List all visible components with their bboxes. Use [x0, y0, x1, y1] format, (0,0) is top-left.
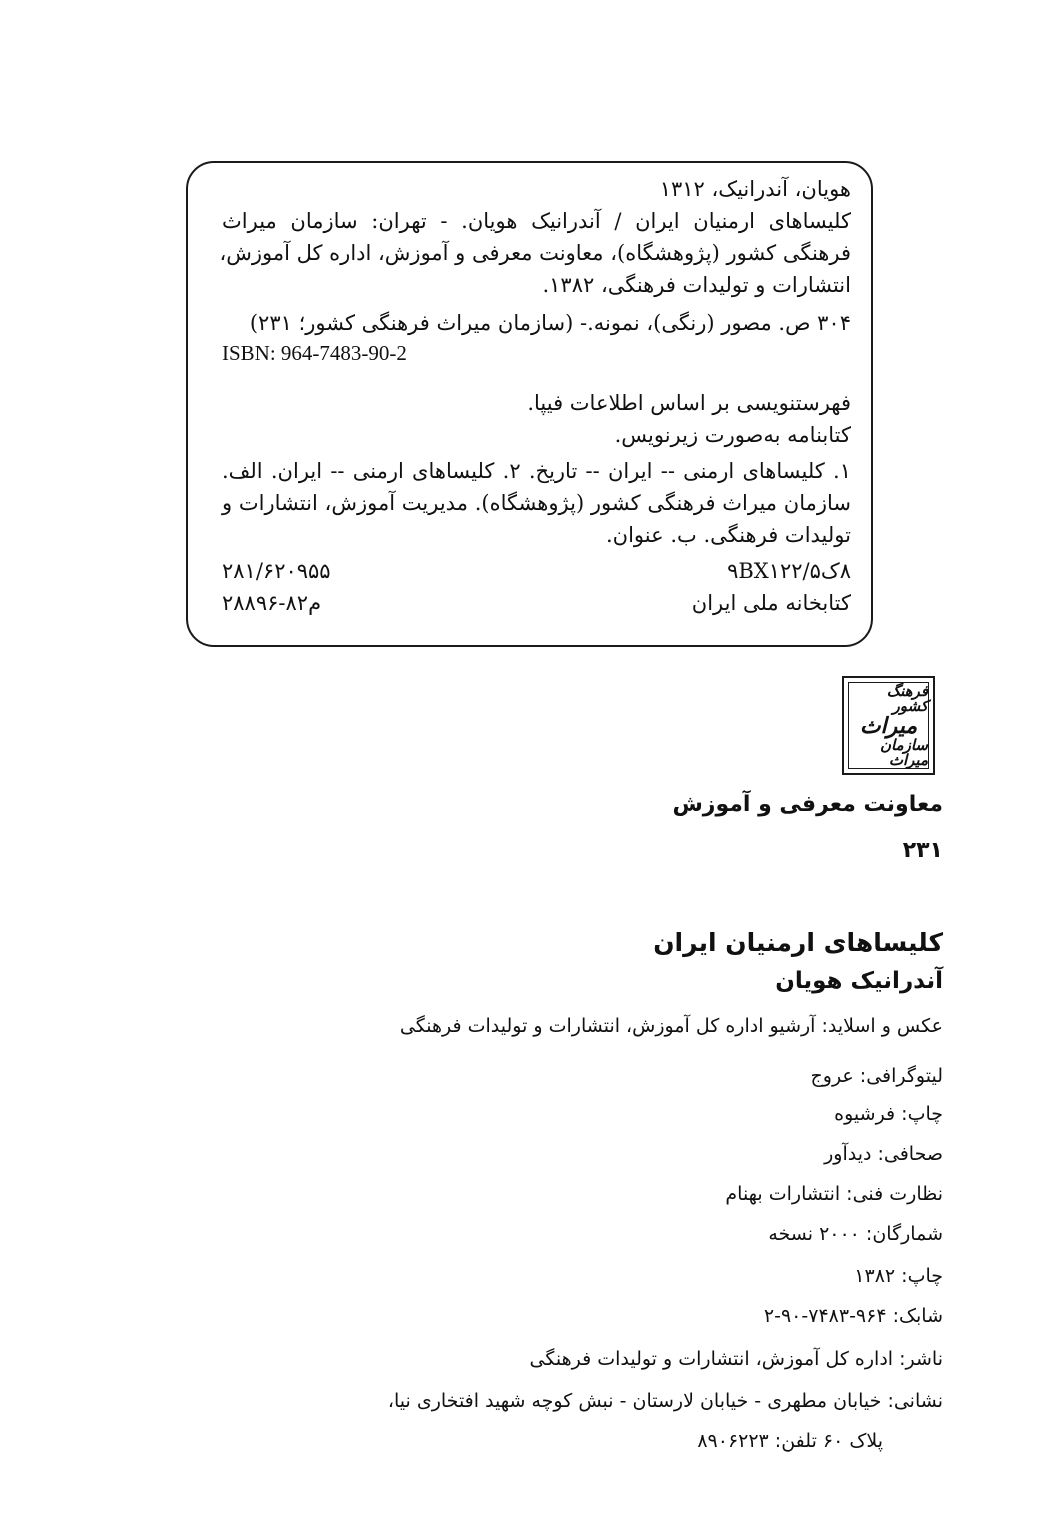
catalog-dewey-number: ۲۸۱/۶۲۰۹۵۵	[222, 559, 331, 583]
catalog-library-name: کتابخانه ملی ایران	[691, 591, 851, 615]
colophon-address: نشانی: خیابان مطهری - خیابان لارستان - نبش کوچه شهید افتخاری نیا،	[387, 1390, 943, 1412]
catalog-title-line: کلیساهای ارمنیان ایران / آندرانیک هویان. - تهران: سازمان میراث	[222, 209, 851, 233]
colophon-phone: پلاک ۶۰ تلفن: ۸۹۰۶۲۲۳	[697, 1430, 883, 1452]
colophon-print-year: چاپ: ۱۳۸۲	[854, 1265, 943, 1287]
catalog-note-bibliography: کتابنامه به‌صورت زیرنویس.	[614, 423, 851, 447]
cultural-heritage-logo-icon	[842, 676, 935, 775]
colophon-isbn: شابک: ۹۶۴-۷۴۸۳-۹۰-۲	[763, 1305, 943, 1327]
series-number: ۲۳۱	[902, 838, 943, 863]
logo-text-1: فرهنگ کشور	[886, 681, 928, 715]
department-name: معاونت معرفی و آموزش	[672, 792, 943, 817]
colophon-print-run: شمارگان: ۲۰۰۰ نسخه	[768, 1223, 943, 1245]
cataloging-in-publication-box	[186, 161, 873, 647]
colophon-printing: چاپ: فرشیوه	[834, 1103, 943, 1125]
catalog-isbn: ISBN: 964-7483-90-2	[222, 341, 407, 365]
colophon-binding: صحافی: دیدآور	[824, 1143, 943, 1165]
colophon-lithography: لیتوگرافی: عروج	[810, 1065, 943, 1087]
catalog-subjects-line-1: ۱. کلیساهای ارمنی -- ایران -- تاریخ. ۲. کلیساهای ارمنی -- ایران. الف.	[222, 459, 851, 483]
colophon-photos: عکس و اسلاید: آرشیو اداره کل آموزش، انتشارات و تولیدات فرهنگی	[399, 1015, 943, 1037]
catalog-lc-classification: ۸ک۹BX۱۲۲/۵	[727, 559, 851, 583]
catalog-subjects-line-2: سازمان میراث فرهنگی کشور (پژوهشگاه). مدیریت آموزش، انتشارات و	[222, 491, 851, 515]
logo-text-3: سازمان میراث	[879, 735, 928, 769]
catalog-publisher-line: فرهنگی کشور (پژوهشگاه)، معاونت معرفی و آموزش، اداره کل آموزش،	[219, 241, 851, 265]
catalog-subjects-line-3: تولیدات فرهنگی. ب. عنوان.	[606, 523, 851, 547]
colophon-supervision: نظارت فنی: انتشارات بهنام	[725, 1183, 943, 1205]
logo-text-2: میراث	[859, 712, 918, 739]
catalog-physical-description: ۳۰۴ ص. مصور (رنگی)، نمونه.- (سازمان میراث فرهنگی کشور؛ ۲۳۱)	[249, 311, 851, 335]
logo-calligraphy	[848, 682, 929, 769]
catalog-publisher-line-2: انتشارات و تولیدات فرهنگی، ۱۳۸۲.	[542, 273, 851, 297]
book-author: آندرانیک هویان	[775, 968, 943, 994]
catalog-author-line: هویان، آندرانیک، ۱۳۱۲	[659, 177, 851, 201]
catalog-note-fipa: فهرستنویسی بر اساس اطلاعات فیپا.	[527, 391, 851, 415]
catalog-library-number: م۸۲-۲۸۸۹۶	[222, 591, 322, 615]
book-title: کلیساهای ارمنیان ایران	[653, 928, 943, 957]
colophon-publisher: ناشر: اداره کل آموزش، انتشارات و تولیدات فرهنگی	[529, 1348, 943, 1370]
